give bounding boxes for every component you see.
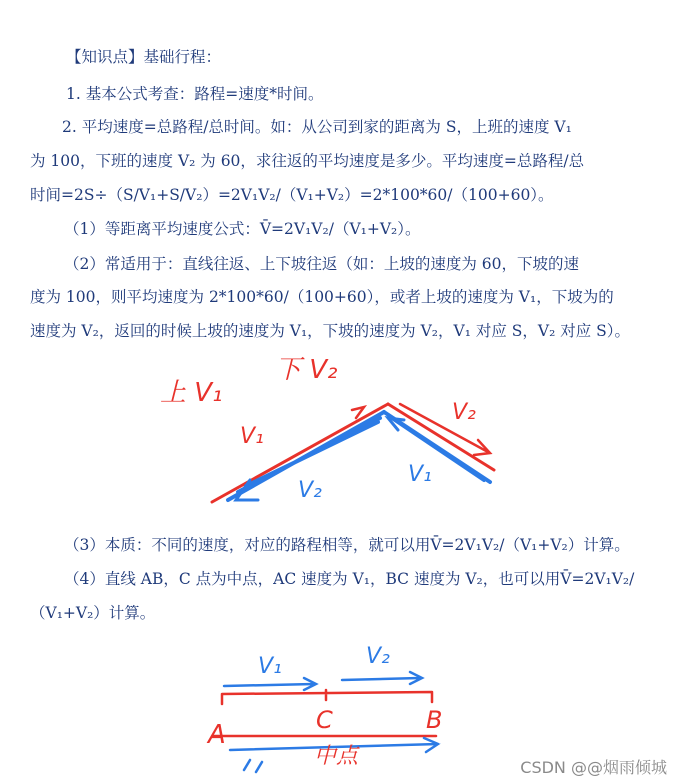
right-red-v-label: V₂ xyxy=(452,400,476,425)
up-label: 上 V₁ xyxy=(160,378,223,408)
heading: 【知识点】基础行程： xyxy=(66,48,222,66)
down-label: 下 V₂ xyxy=(275,355,338,385)
point-2-sub-2-line-2: 度为 100，则平均速度为 2*100*60/（100+60），或者上坡的速度为 V₁，下坡为的 xyxy=(30,288,614,306)
point-a-label: A xyxy=(208,720,226,750)
point-2-sub-4-line-1: （4）直线 AB，C 点为中点，AC 速度为 V₁，BC 速度为 V₂，也可以用V̄=2V₁V₂/ xyxy=(64,570,635,588)
point-2-sub-2-line-3: 速度为 V₂，返回的时候上坡的速度为 V₁，下坡的速度为 V₂，V₁ 对应 S，V₂ 对应 S）。 xyxy=(30,322,631,340)
left-red-v-label: V₁ xyxy=(240,424,264,449)
point-1: 1. 基本公式考查：路程=速度*时间。 xyxy=(66,85,324,103)
point-2-line-1: 2. 平均速度=总路程/总时间。如：从公司到家的距离为 S，上班的速度 V₁ xyxy=(62,118,572,136)
point-2-sub-3: （3）本质：不同的速度，对应的路程相等，就可以用V̄=2V₁V₂/（V₁+V₂）计算。 xyxy=(64,536,630,554)
segment-red-top xyxy=(222,690,432,704)
point-2-line-3: 时间=2S÷（S/V₁+S/V₂）=2V₁V₂/（V₁+V₂）=2*100*60/（100+60）。 xyxy=(30,186,554,204)
point-2-sub-1: （1）等距离平均速度公式：V̄=2V₁V₂/（V₁+V₂）。 xyxy=(64,220,421,238)
right-blue-v-label: V₁ xyxy=(408,462,432,487)
segment-v2-label: V₂ xyxy=(366,644,390,669)
midpoint-note: 中点 xyxy=(314,744,359,769)
csdn-watermark: CSDN @@烟雨倾城 xyxy=(520,758,667,777)
left-blue-v-label: V₂ xyxy=(298,478,322,503)
point-2-sub-2-line-1: （2）常适用于：直线往返、上下坡往返（如：上坡的速度为 60，下坡的速 xyxy=(64,255,580,273)
segment-top-arrow-v2 xyxy=(342,672,422,684)
segment-bottom-tick xyxy=(244,760,262,772)
point-2-sub-4-line-2: （V₁+V₂）计算。 xyxy=(30,604,156,622)
point-b-label: B xyxy=(426,706,443,734)
point-2-line-2: 为 100，下班的速度 V₂ 为 60，求往返的平均速度是多少。平均速度=总路程/总 xyxy=(30,152,585,170)
point-c-label: C xyxy=(316,706,333,734)
segment-v1-label: V₁ xyxy=(258,654,282,679)
